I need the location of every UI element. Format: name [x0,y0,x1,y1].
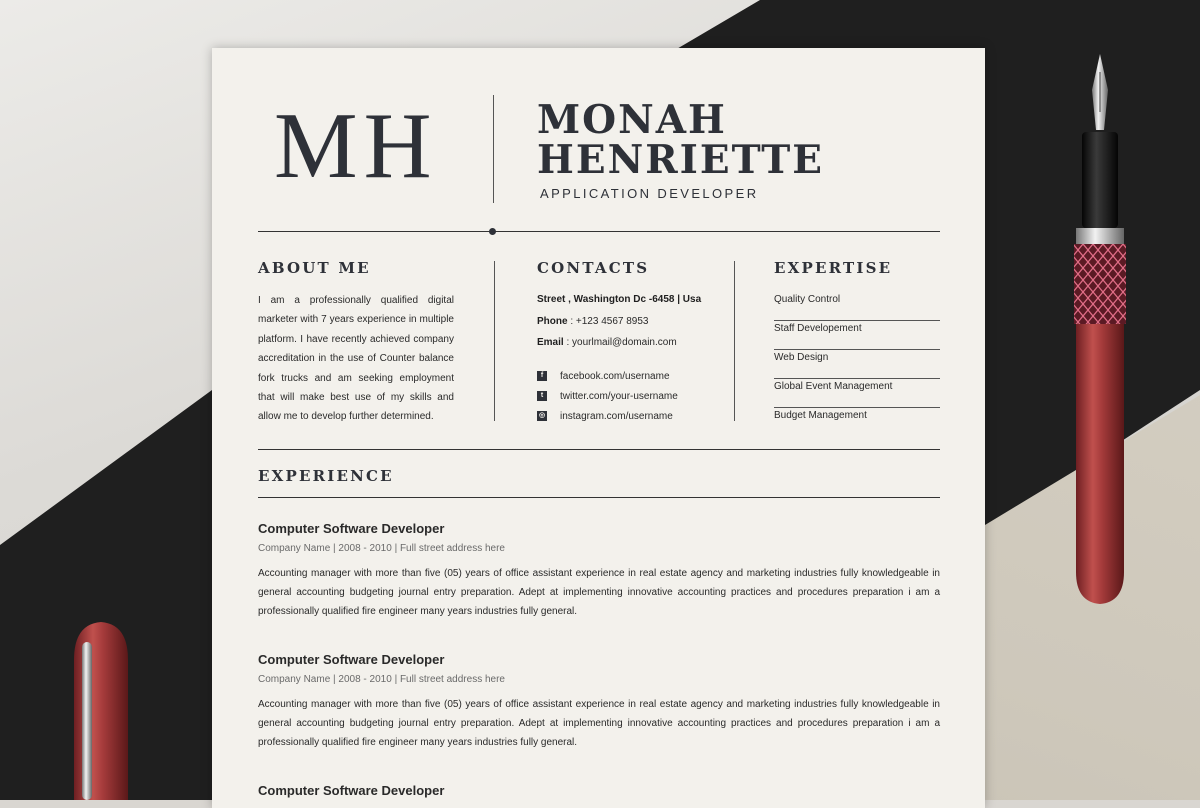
job-meta: Company Name | 2008 - 2010 | Full street address here [258,674,505,685]
first-name: MONAH [537,97,727,143]
pen-grip [1082,132,1118,228]
social-instagram[interactable] [537,410,673,422]
header-rule-dot [489,228,496,235]
address-value: Street , Washington Dc -6458 | Usa [537,294,702,305]
expertise-item: Budget Management [774,410,867,421]
expertise-item: Web Design [774,351,940,379]
contact-address [537,294,701,305]
expertise-item: Staff Developement [774,322,940,350]
phone-label: Phone [537,316,568,327]
contacts-title: CONTACTS [537,259,650,277]
experience-rule-top [258,449,940,450]
experience-item [258,783,940,798]
job-description: Accounting manager with more than five (05) years of office assistant experience in real estate agency and marketing industries fully knowledgeable in general accounting budgeting journal entry preparation. Adept at implementing innovative accounting practices and procedures preparation i am a professionally qualified fire engineer many years industries fully general. [258,699,940,749]
instagram-icon: ◎ [538,412,546,419]
experience-item [258,521,940,622]
contact-email [537,337,677,348]
column-divider-2 [734,261,735,421]
email-value: : yourlmail@domain.com [566,337,677,348]
job-title: APPLICATION DEVELOPER [540,186,759,201]
header-divider [493,95,494,203]
resume-paper [212,48,985,808]
pen-cap [70,620,132,800]
instagram-link[interactable]: instagram.com/username [560,410,673,422]
pen-pattern-band [1074,244,1126,324]
email-label: Email [537,337,564,348]
experience-rule-bottom [258,497,940,498]
facebook-link[interactable]: facebook.com/username [560,370,670,382]
expertise-item: Global Event Management [774,380,940,408]
expertise-title: EXPERTISE [774,259,893,277]
fountain-pen [1068,52,1132,612]
facebook-icon: f [537,371,547,381]
about-title: ABOUT ME [258,259,371,277]
experience-title: EXPERIENCE [258,467,394,485]
contact-phone [537,316,648,327]
experience-item [258,652,940,753]
job-role: Computer Software Developer [258,521,445,536]
about-text: I am a professionally qualified digital marketer with 7 years experience in multiple platform. I have recently achieved company accreditation in the use of Counter balance fork trucks and am seeking employment that will make best use of my skills and allow me to develop further determined. [258,295,454,423]
monogram: MH [274,94,438,198]
expertise-item: Quality Control [774,293,940,321]
last-name: HENRIETTE [537,137,824,183]
pen-ring [1076,228,1124,244]
column-divider-1 [494,261,495,421]
social-facebook[interactable] [537,370,670,382]
job-description: Accounting manager with more than five (05) years of office assistant experience in real estate agency and marketing industries fully knowledgeable in general accounting budgeting journal entry preparation. Adept at implementing innovative accounting practices and procedures preparation i am a professionally qualified fire engineer many years industries fully general. [258,568,940,618]
job-role: Computer Software Developer [258,783,445,798]
job-role: Computer Software Developer [258,652,445,667]
pen-clip [82,642,92,800]
phone-value: : +123 4567 8953 [570,316,649,327]
expertise-list [774,293,940,438]
job-meta: Company Name | 2008 - 2010 | Full street address here [258,543,505,554]
pen-barrel [1076,324,1124,604]
header-rule [258,231,940,232]
twitter-icon: t [537,391,547,401]
social-twitter[interactable] [537,390,678,402]
twitter-link[interactable]: twitter.com/your-username [560,390,678,402]
